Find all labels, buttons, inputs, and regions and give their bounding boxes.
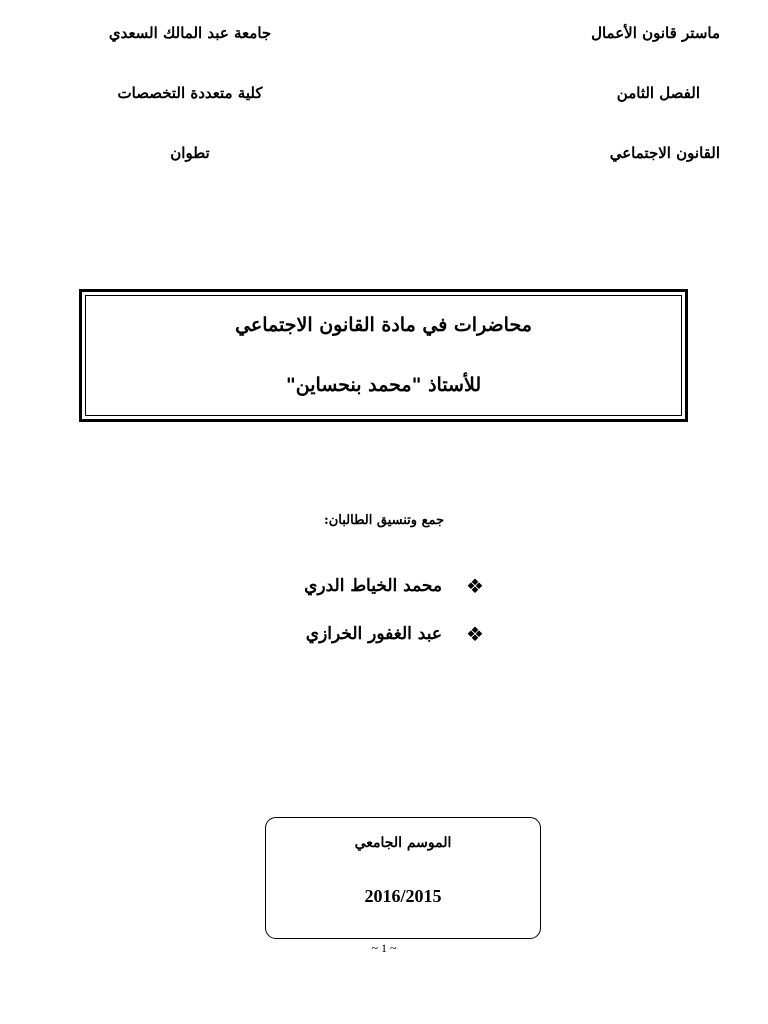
list-item <box>304 610 488 658</box>
academic-year-label: الموسم الجامعي <box>354 835 452 851</box>
lecture-title: محاضرات في مادة القانون الاجتماعي <box>235 314 532 336</box>
academic-year-value: 2016/2015 <box>364 886 442 906</box>
professor-name: للأستاذ "محمد بنحساين" <box>285 374 482 396</box>
title-box <box>79 289 688 422</box>
student-name: محمد الخياط الدري <box>304 576 442 596</box>
diamond-cross-bullet-icon: ❖ <box>466 622 484 646</box>
semester-name: الفصل الثامن <box>616 84 700 102</box>
compiled-by-label: جمع وتنسيق الطالبان: <box>323 513 445 528</box>
list-item <box>304 562 488 610</box>
student-name: عبد الغفور الخرازي <box>305 624 442 644</box>
diamond-cross-bullet-icon: ❖ <box>466 574 484 598</box>
page-number: ~ 1 ~ <box>371 941 397 955</box>
city-name: تطوان <box>170 144 210 162</box>
faculty-name: كلية متعددة التخصصات <box>117 84 263 102</box>
program-name: ماستر قانون الأعمال <box>591 24 720 42</box>
academic-year-box <box>265 817 541 939</box>
student-list <box>304 562 488 658</box>
course-name: القانون الاجتماعي <box>609 144 720 162</box>
university-name: جامعة عبد المالك السعدي <box>108 24 272 42</box>
